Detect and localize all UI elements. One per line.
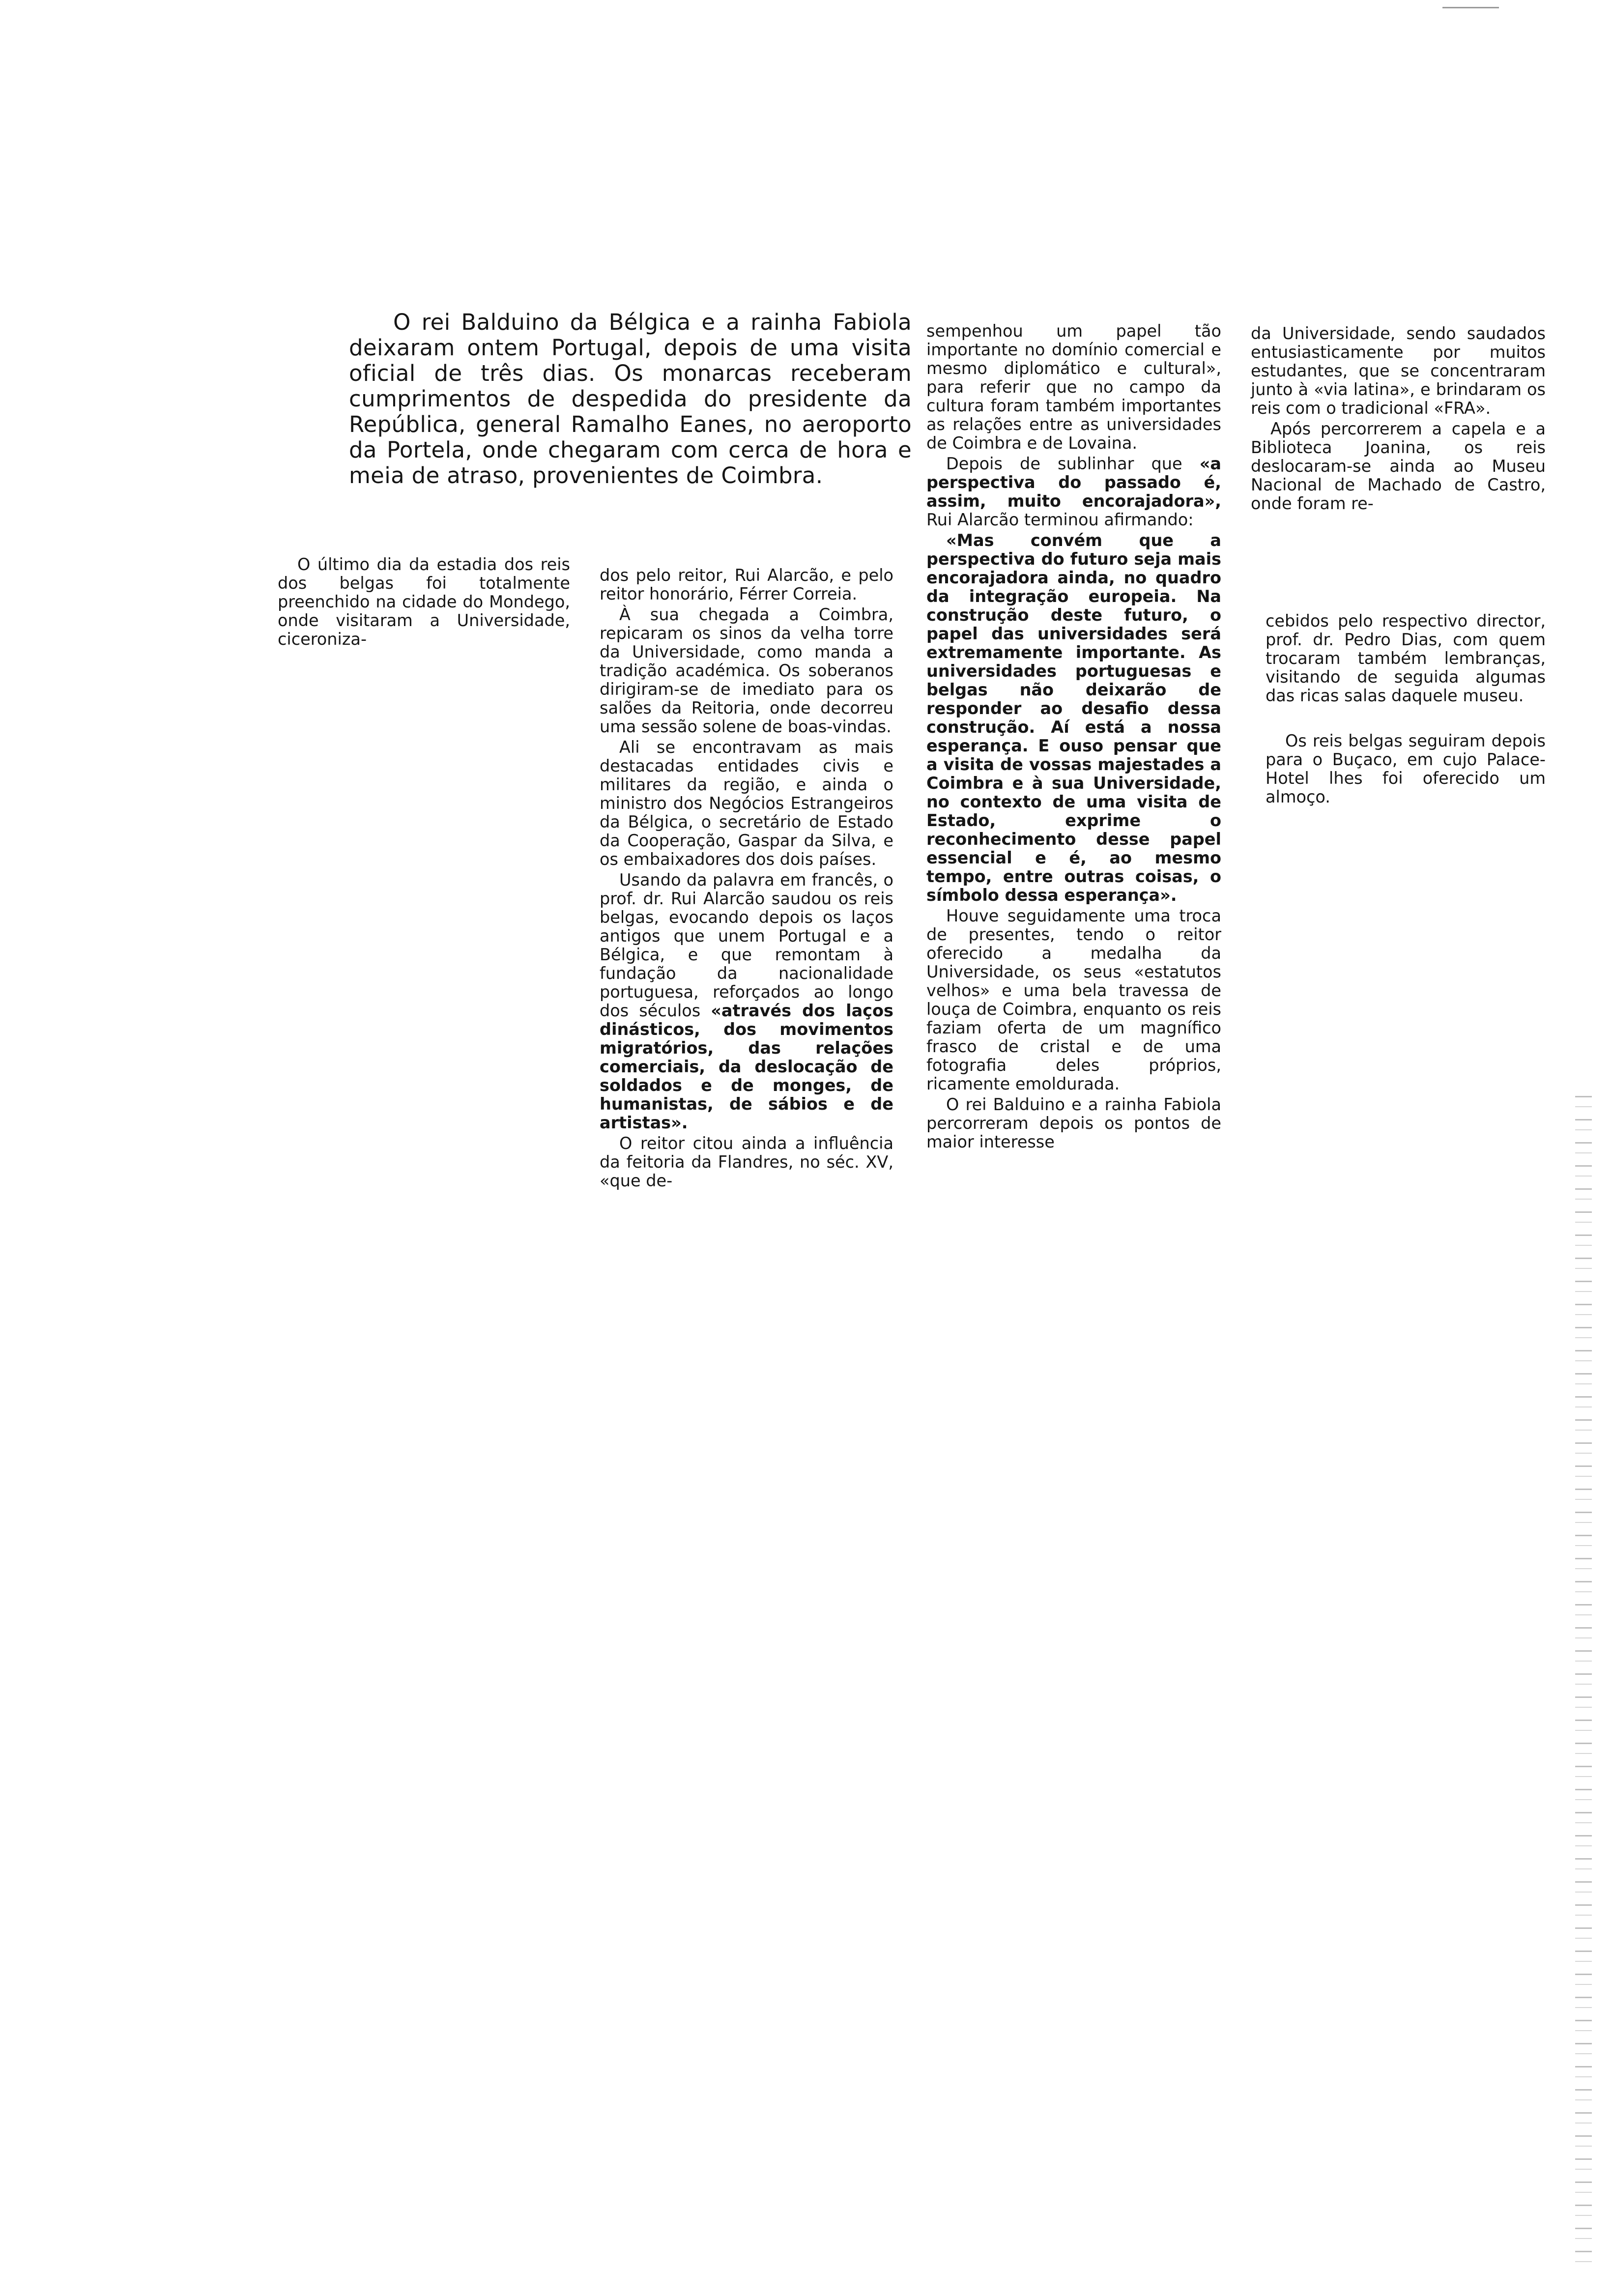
paragraph: cebidos pelo respectivo director, prof. dr. Pedro Dias, com quem trocaram também lembranças, visitando de seguida algumas das ricas salas daquele museu. bbox=[1266, 611, 1546, 705]
paragraph bbox=[926, 455, 1221, 529]
paragraph bbox=[926, 531, 1221, 905]
column-4 bbox=[1251, 324, 1546, 513]
paragraph: Após percorrerem a capela e a Biblioteca Joanina, os reis deslocaram-se ainda ao Museu Nacional de Machado de Castro, onde foram re- bbox=[1251, 419, 1546, 513]
column-1 bbox=[278, 555, 570, 649]
article-lead bbox=[349, 310, 912, 488]
scan-artifact-line bbox=[1442, 7, 1499, 8]
paragraph: sempenhou um papel tão importante no domínio comercial e mesmo diplomático e cultural», para referir que no campo da cultura foram também importantes as relações entre as universidades de Coimbra e de Lovaina. bbox=[926, 321, 1221, 453]
paragraph bbox=[600, 871, 893, 1132]
paragraph: O rei Balduino e a rainha Fabiola percorreram depois os pontos de maior interesse bbox=[926, 1095, 1221, 1151]
scan-edge-noise bbox=[1575, 1096, 1592, 2266]
paragraph: À sua chegada a Coimbra, repicaram os sinos da velha torre da Universidade, como manda a tradição académica. Os soberanos dirigiram-se de imediato para os salões da Reitoria, onde decorreu uma sessão solene de boas-vindas. bbox=[600, 605, 893, 736]
lead-paragraph: O rei Balduino da Bélgica e a rainha Fabiola deixaram ontem Portugal, depois de uma visita oficial de três dias. Os monarcas receberam cumprimentos de despedida do presidente da República, general Ramalho Eanes, no aeroporto da Portela, onde chegaram com cerca de hora e meia de atraso, provenientes de Coimbra. bbox=[349, 309, 912, 488]
quote-bold: «a perspectiva do passado é, assim, muito encorajadora», bbox=[926, 454, 1222, 511]
paragraph: Os reis belgas seguiram depois para o Buçaco, em cujo Palace-Hotel lhes foi oferecido um almoço. bbox=[1266, 731, 1546, 806]
quote-bold: «através dos laços dinásticos, dos movimentos migratórios, das relações comerciais, da deslocação de soldados e de monges, de humanistas, de sábios e de artistas». bbox=[600, 1001, 893, 1132]
paragraph: O último dia da estadia dos reis dos belgas foi totalmente preenchido na cidade do Mondego, onde visitaram a Universidade, ciceroniza- bbox=[278, 555, 570, 649]
paragraph: Houve seguidamente uma troca de presentes, tendo o reitor oferecido a medalha da Universidade, os seus «estatutos velhos» e uma bela travessa de louça de Coimbra, enquanto os reis faziam oferta de um magnífico frasco de cristal e de uma fotografia deles próprios, ricamente emoldurada. bbox=[926, 906, 1221, 1093]
paragraph: da Universidade, sendo saudados entusiasticamente por muitos estudantes, que se concentraram junto à «via latina», e brindaram os reis com o tradicional «FRA». bbox=[1251, 324, 1546, 418]
paragraph-text: Usando da palavra em francês, o prof. dr. Rui Alarcão saudou os reis belgas, evocando depois os laços antigos que unem Portugal e a Bélgica, e que remontam à fundação da nacionalidade portuguesa, reforçados ao longo dos séculos bbox=[600, 870, 893, 1020]
paragraph: O reitor citou ainda a influência da feitoria da Flandres, no séc. XV, «que de- bbox=[600, 1134, 893, 1190]
quote-bold: «Mas convém que a perspectiva do futuro seja mais encorajadora ainda, no quadro da integração europeia. Na construção deste futuro, o papel das universidades será extremamente importante. As universidades portuguesas e belgas não deixarão de responder ao desafio dessa construção. Aí está a nossa esperança. E ouso pensar que a visita de vossas majestades a Coimbra e à sua Universidade, no contexto de uma visita de Estado, exprime o reconhecimento desse papel essencial e é, ao mesmo tempo, entre outras coisas, o símbolo dessa esperança». bbox=[926, 531, 1221, 905]
paragraph: dos pelo reitor, Rui Alarcão, e pelo reitor honorário, Férrer Correia. bbox=[600, 566, 893, 603]
column-2 bbox=[600, 566, 893, 1190]
column-3 bbox=[926, 322, 1221, 1151]
paragraph-text: Rui Alarcão terminou afirmando: bbox=[926, 510, 1194, 529]
paragraph: Ali se encontravam as mais destacadas entidades civis e militares da região, e ainda o ministro dos Negócios Estrangeiros da Bélgica, o secretário de Estado da Cooperação, Gaspar da Silva, e os embaixadores dos dois países. bbox=[600, 738, 893, 869]
column-4-continued bbox=[1266, 612, 1546, 806]
paragraph-text: Depois de sublinhar que bbox=[946, 454, 1182, 473]
